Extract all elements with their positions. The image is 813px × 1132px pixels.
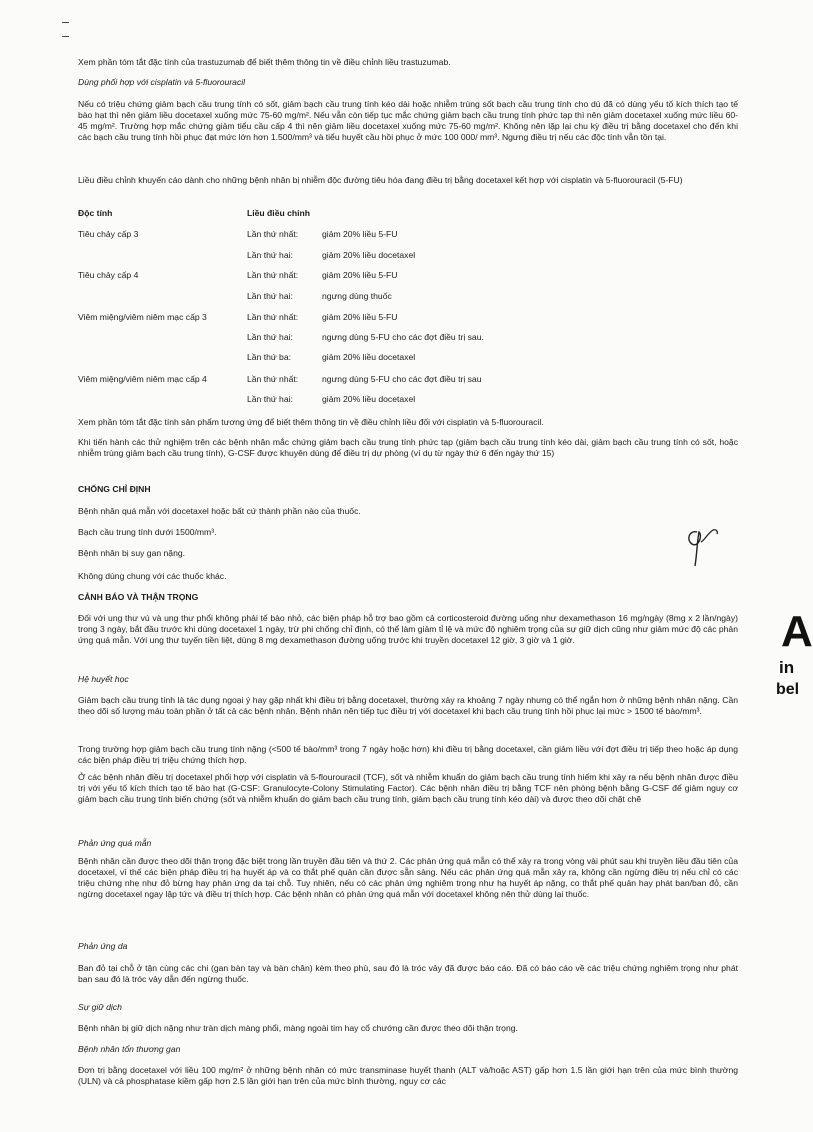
heading-hypersensitivity: Phản ứng quá mẫn: [78, 838, 152, 848]
contraindication-item: Không dùng chung với các thuốc khác.: [78, 571, 227, 581]
paragraph-warnings: Đối với ung thư vú và ung thư phổi không phải tế bào nhỏ, các biện pháp hỗ trợ bao gồm cả corticosteroid đường uống như dexamethason 16 mg/ngày (8mg x 2 lần/ngày) trong 3 ngày, bắt đầu trước khi dùng docetaxel 1 ngày, trừ phi chống chỉ định, có thể làm giảm tỉ lệ và mức độ nghiêm trọng của sự giữ dịch cũng như giảm mức độ các phản ứng quá mẫn. Với ung thư tuyến tiền liệt, dùng 8 mg dexamethason đường uống trước khi truyền docetaxel 12 giờ, 3 giờ và 1 giờ.: [78, 613, 738, 645]
time-cell: Lần thứ hai:: [247, 332, 293, 342]
time-cell: Lần thứ ba:: [247, 352, 291, 362]
paragraph-fluid: Bệnh nhân bị giữ dịch nặng như tràn dịch màng phổi, màng ngoài tim hay cổ chướng cần được theo dõi thận trọng.: [78, 1023, 518, 1033]
contraindication-item: Bệnh nhân bị suy gan nặng.: [78, 548, 186, 558]
dose-cell: giảm 20% liều 5-FU: [322, 270, 398, 280]
paragraph-hematology-2: Trong trường hợp giảm bạch cầu trung tính nặng (<500 tế bào/mm³ trong 7 ngày hoặc hơn) khi điều trị bằng docetaxel, cần giảm liều với đợt điều trị tiếp theo hoặc áp dụng các biện pháp điều trị triệu chứng thích hợp.: [78, 744, 738, 765]
paragraph-liver: Đơn trị bằng docetaxel với liều 100 mg/m² ở những bệnh nhân có mức transminase huyết thanh (ALT và/hoặc AST) gấp hơn 1.5 lần giới hạn trên của mức bình thường (ULN) và cả phosphatase kiềm gấp hơn 2.5 lần giới hạn trên của mức bình thường, nguy cơ các: [78, 1065, 738, 1086]
section-heading-cisplatin: Dùng phối hợp với cisplatin và 5-fluorouracil: [78, 77, 246, 87]
scan-mark: [62, 22, 69, 23]
paragraph-see-cisplatin: Xem phần tóm tắt đặc tính sản phẩm tương ứng để biết thêm thông tin về điều chỉnh liều đối với cisplatin và 5-fluorouracil.: [78, 417, 544, 427]
handwritten-signature: [683, 520, 723, 570]
time-cell: Lần thứ nhất:: [247, 229, 299, 239]
heading-hematology: Hệ huyết học: [78, 674, 129, 684]
dose-cell: giảm 20% liều docetaxel: [322, 352, 416, 362]
heading-contraindications: CHỐNG CHỈ ĐỊNH: [78, 484, 151, 494]
dose-cell: giảm 20% liều docetaxel: [322, 250, 416, 260]
heading-warnings: CẢNH BÁO VÀ THẬN TRỌNG: [78, 592, 199, 602]
heading-liver: Bệnh nhân tổn thương gan: [78, 1044, 181, 1054]
time-cell: Lần thứ hai:: [247, 291, 293, 301]
dose-cell: giảm 20% liều docetaxel: [322, 394, 416, 404]
table-header-toxicity: Độc tính: [78, 208, 113, 218]
time-cell: Lần thứ nhất:: [247, 312, 299, 322]
paragraph-hematology-1: Giảm bạch cầu trung tính là tác dụng ngoại ý hay gặp nhất khi điều trị bằng docetaxel, thường xảy ra khoảng 7 ngày nhưng có thể ngắn hơn ở những bệnh nhân nặng. Cần theo dõi số lượng máu toàn phần ở tất cả các bệnh nhân. Bệnh nhân nên tiếp tục điều trị với docetaxel khi bạch cầu trung tính hồi phục lại mức > 1500 tế bào/mm³.: [78, 695, 738, 716]
table-header-dose: Liều điều chỉnh: [247, 208, 311, 218]
paragraph-hematology-3: Ở các bệnh nhân điều trị docetaxel phối hợp với cisplatin và 5-flourouracil (TCF), sốt và nhiễm khuẩn do giảm bạch cầu trung tính hiếm khi xảy ra nếu bệnh nhân được điều trị với yếu tố kích thích tạo tế bào hạt (G-CSF: Granulocyte-Colony Stimulating Factor). Các bệnh nhân điều trị bằng TCF nên phòng bệnh bằng G-CSF để giảm nguy cơ giảm bạch cầu trung tính biến chứng (sốt và nhiễm khuẩn do giảm bạch cầu trung tính, giảm bạch cầu trung tính kéo dài) và được theo dõi chặt chẽ: [78, 772, 738, 804]
dose-cell: ngưng dùng 5-FU cho các đợt điều trị sau: [322, 374, 482, 384]
dose-cell: ngưng dùng thuốc: [322, 291, 392, 301]
paragraph-skin: Ban đỏ tại chỗ ở tận cùng các chi (gan bàn tay và bàn chân) kèm theo phù, sau đó là tróc vảy đã được báo cáo. Đã có báo cáo về các triệu chứng nghiêm trọng như phát ban sau đó là tróc vảy dẫn đến ngừng thuốc.: [78, 963, 738, 984]
paragraph-gcsf: Khi tiến hành các thử nghiệm trên các bệnh nhân mắc chứng giảm bạch cầu trung tính phức tạp (giảm bạch cầu trung tính kéo dài, giảm bạch cầu trung tính có sốt, hoặc nhiễm trùng giảm bạch cầu trung tính), G-CSF được khuyên dùng để điều trị dự phòng (ví dụ từ ngày thứ 6 đến ngày thứ 15): [78, 437, 738, 458]
scan-mark: [62, 36, 69, 37]
heading-fluid: Sự giữ dịch: [78, 1002, 122, 1012]
heading-skin: Phản ứng da: [78, 941, 128, 951]
toxicity-cell: Tiêu chảy cấp 4: [78, 270, 139, 280]
dose-cell: giảm 20% liều 5-FU: [322, 312, 398, 322]
cropped-stamp-text: in: [779, 658, 795, 677]
dose-cell: giảm 20% liều 5-FU: [322, 229, 398, 239]
paragraph-neutropenia: Nếu có triệu chứng giảm bạch cầu trung tính có sốt, giảm bạch cầu trung tính kéo dài hoặc nhiễm trùng sốt bạch cầu trung tính cho dù đã có dùng yếu tố kích thích tạo tế bào hạt thì nên giảm liều docetaxel xuống mức 75-60 mg/m². Nếu vẫn còn tiếp tục mắc chứng giảm bạch cầu trung tính phức tạp thì nên giảm docetaxel xuống mức liều 60-45 mg/m². Trường hợp mắc chứng giảm tiểu cầu cấp 4 thì nên giảm liều docetaxel xuống mức 75-60 mg/m². Không nên lặp lại chu kỳ điều trị bằng docetaxel cho đến khi các bạch cầu trung tính hồi phục đạt mức lớn hơn 1.500/mm³ và tiểu huyết cầu hồi phục ở mức 100 000/ mm³. Ngưng điều trị nếu các độc tính vẫn tồn tại.: [78, 99, 738, 142]
time-cell: Lần thứ nhất:: [247, 270, 299, 280]
intro-text: Xem phần tóm tắt đặc tính của trastuzumab để biết thêm thông tin về điều chỉnh liều trastuzumab.: [78, 57, 451, 67]
toxicity-cell: Viêm miệng/viêm niêm mạc cấp 3: [78, 312, 207, 322]
toxicity-cell: Tiêu chảy cấp 3: [78, 229, 139, 239]
paragraph-hypersensitivity: Bệnh nhân cần được theo dõi thận trọng đặc biệt trong lần truyền đầu tiên và thứ 2. Các phản ứng quá mẫn có thể xảy ra trong vòng vài phút sau khi truyền liều đầu tiên của docetaxel, vì thế các biện pháp điều trị hạ huyết áp và co thắt phế quản cần được sẵn sàng. Nếu các phản ứng quá mẫn xảy ra, không cần ngừng điều trị nếu chỉ có các triệu chứng nhẹ như đỏ bừng hay phản ứng da tại chỗ. Tuy nhiên, nếu có các phản ứng nghiêm trọng như hạ huyết áp nặng, co thắt phế quản hay phát ban/ban đỏ, cần ngừng docetaxel ngay lập tức và điều trị thích hợp. Các bệnh nhân có phản ứng quá mẫn với docetaxel không nên thử dùng lại thuốc.: [78, 856, 738, 899]
contraindication-item: Bệnh nhân quá mẫn với docetaxel hoặc bất cứ thành phần nào của thuốc.: [78, 506, 361, 516]
cropped-stamp-text: bel: [776, 681, 800, 698]
contraindication-item: Bạch cầu trung tính dưới 1500/mm³.: [78, 527, 217, 537]
cropped-stamp-letter: A: [781, 607, 813, 656]
time-cell: Lần thứ nhất:: [247, 374, 299, 384]
time-cell: Lần thứ hai:: [247, 394, 293, 404]
dose-cell: ngưng dùng 5-FU cho các đợt điều trị sau.: [322, 332, 484, 342]
toxicity-cell: Viêm miệng/viêm niêm mạc cấp 4: [78, 374, 207, 384]
time-cell: Lần thứ hai:: [247, 250, 293, 260]
paragraph-recommendation: Liều điều chỉnh khuyến cáo dành cho những bệnh nhân bị nhiễm độc đường tiêu hóa đang điều trị bằng docetaxel kết hợp với cisplatin và 5-fluorouracil (5-FU): [78, 175, 683, 185]
